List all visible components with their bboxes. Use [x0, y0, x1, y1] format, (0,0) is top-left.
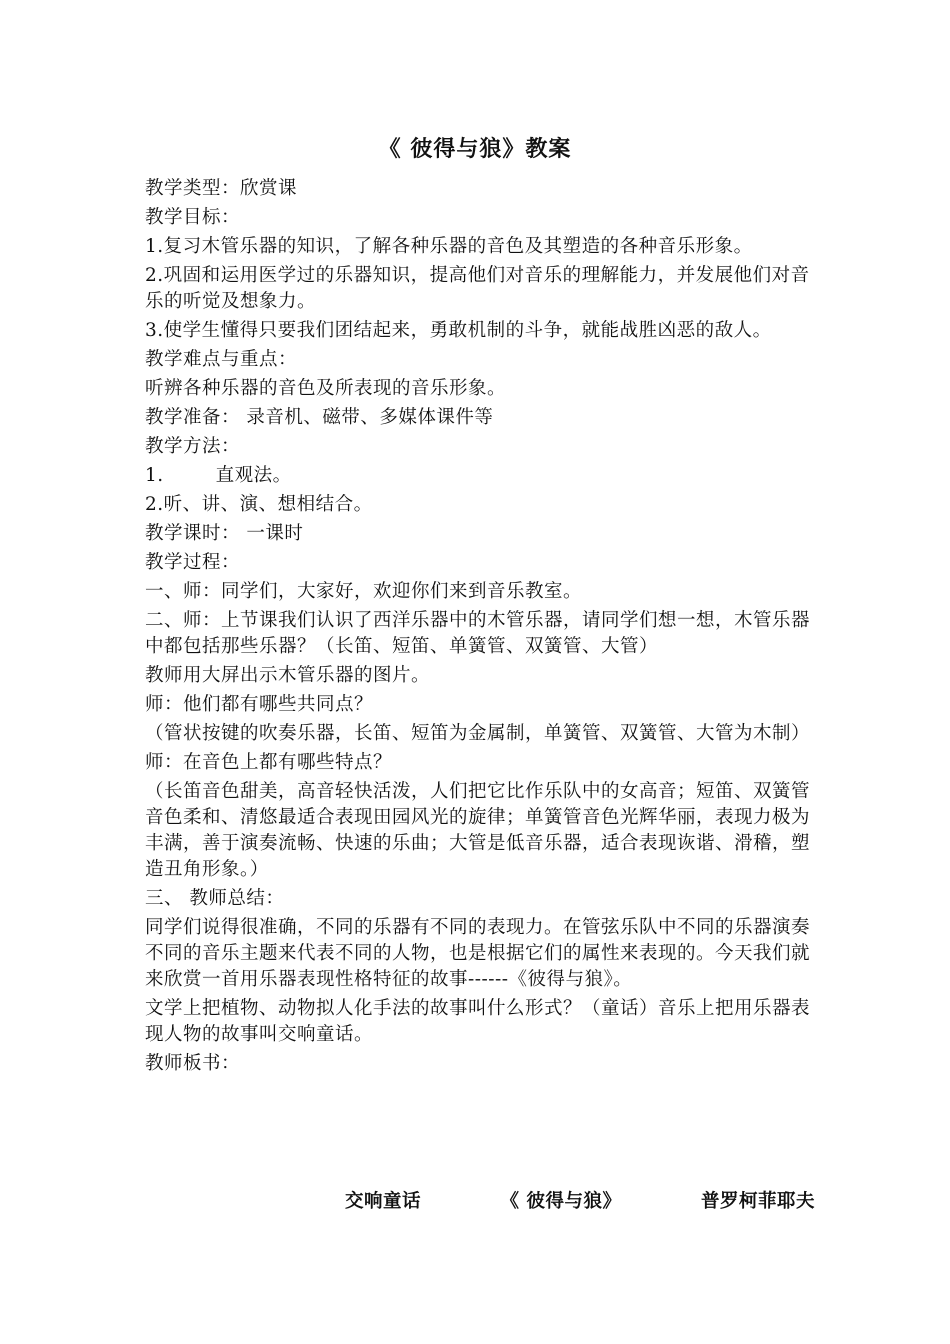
method-item-1-text: 直观法。 [215, 465, 292, 486]
goal-item-1: 1.复习木管乐器的知识，了解各种乐器的音色及其塑造的各种音乐形象。 [145, 236, 753, 257]
answer-2: （长笛音色甜美，高音轻快活泼，人们把它比作乐队中的女高音；短笛、双簧管音色柔和、清悠最适合表现田园风光的旋律；单簧管音色光辉华丽，表现力极为丰满，善于演奏流畅、快速的乐曲；大管是低音乐器，适合表现诙谐、滑稽，塑造丑角形象。） [145, 781, 811, 880]
board-heading: 教师板书： [145, 1053, 241, 1074]
process-step-3: 三、 教师总结： [145, 888, 285, 909]
summary-paragraph-1: 同学们说得很准确，不同的乐器有不同的表现力。在管弦乐队中不同的乐器演奏不同的音乐主题来代表不同的人物，也是根据它们的属性来表现的。今天我们就来欣赏一首用乐器表现性格特征的故事------《彼得与狼》。 [145, 917, 811, 990]
goal-item-2: 2.巩固和运用医学过的乐器知识，提高他们对音乐的理解能力，并发展他们对音乐的听觉及想象力。 [145, 265, 810, 312]
blackboard-writing [345, 1188, 815, 1216]
method-item-1-number: 1. [145, 465, 164, 486]
teaching-prep: 教学准备： 录音机、磁带、多媒体课件等 [145, 407, 494, 428]
document-body [145, 176, 815, 1080]
process-step-2: 二、师：上节课我们认识了西洋乐器中的木管乐器，请同学们想一想，木管乐器中都包括那些乐器？（长笛、短笛、单簧管、双簧管、大管） [145, 610, 811, 657]
teaching-hours: 教学课时： 一课时 [145, 523, 304, 544]
difficulty-text: 听辨各种乐器的音色及所表现的音乐形象。 [145, 378, 507, 399]
goal-item-3: 3.使学生懂得只要我们团结起来，勇敢机制的斗争，就能战胜凶恶的敌人。 [145, 320, 772, 341]
board-genre: 交响童话 [345, 1191, 422, 1212]
question-1: 师：他们都有哪些共同点？ [145, 694, 374, 715]
teaching-type: 教学类型：欣赏课 [145, 178, 298, 199]
process-heading: 教学过程： [145, 552, 241, 573]
method-item-1 [145, 463, 815, 489]
document-title: 《 彼得与狼》教案 [378, 136, 572, 162]
goal-heading: 教学目标： [145, 207, 241, 228]
difficulty-heading: 教学难点与重点： [145, 349, 298, 370]
process-step-2b: 教师用大屏出示木管乐器的图片。 [145, 665, 431, 686]
board-composer: 普罗柯菲耶夫 [700, 1191, 815, 1212]
method-item-2: 2.听、讲、演、想相结合。 [145, 494, 373, 515]
summary-paragraph-2: 文学上把植物、动物拟人化手法的故事叫什么形式？（童话）音乐上把用乐器表现人物的故事叫交响童话。 [145, 998, 811, 1045]
board-work: 《 彼得与狼》 [500, 1191, 622, 1212]
method-heading: 教学方法： [145, 436, 241, 457]
process-step-1: 一、师：同学们，大家好，欢迎你们来到音乐教室。 [145, 581, 583, 602]
question-2: 师：在音色上都有哪些特点？ [145, 752, 393, 773]
answer-1: （管状按键的吹奏乐器，长笛、短笛为金属制，单簧管、双簧管、大管为木制） [145, 723, 811, 744]
